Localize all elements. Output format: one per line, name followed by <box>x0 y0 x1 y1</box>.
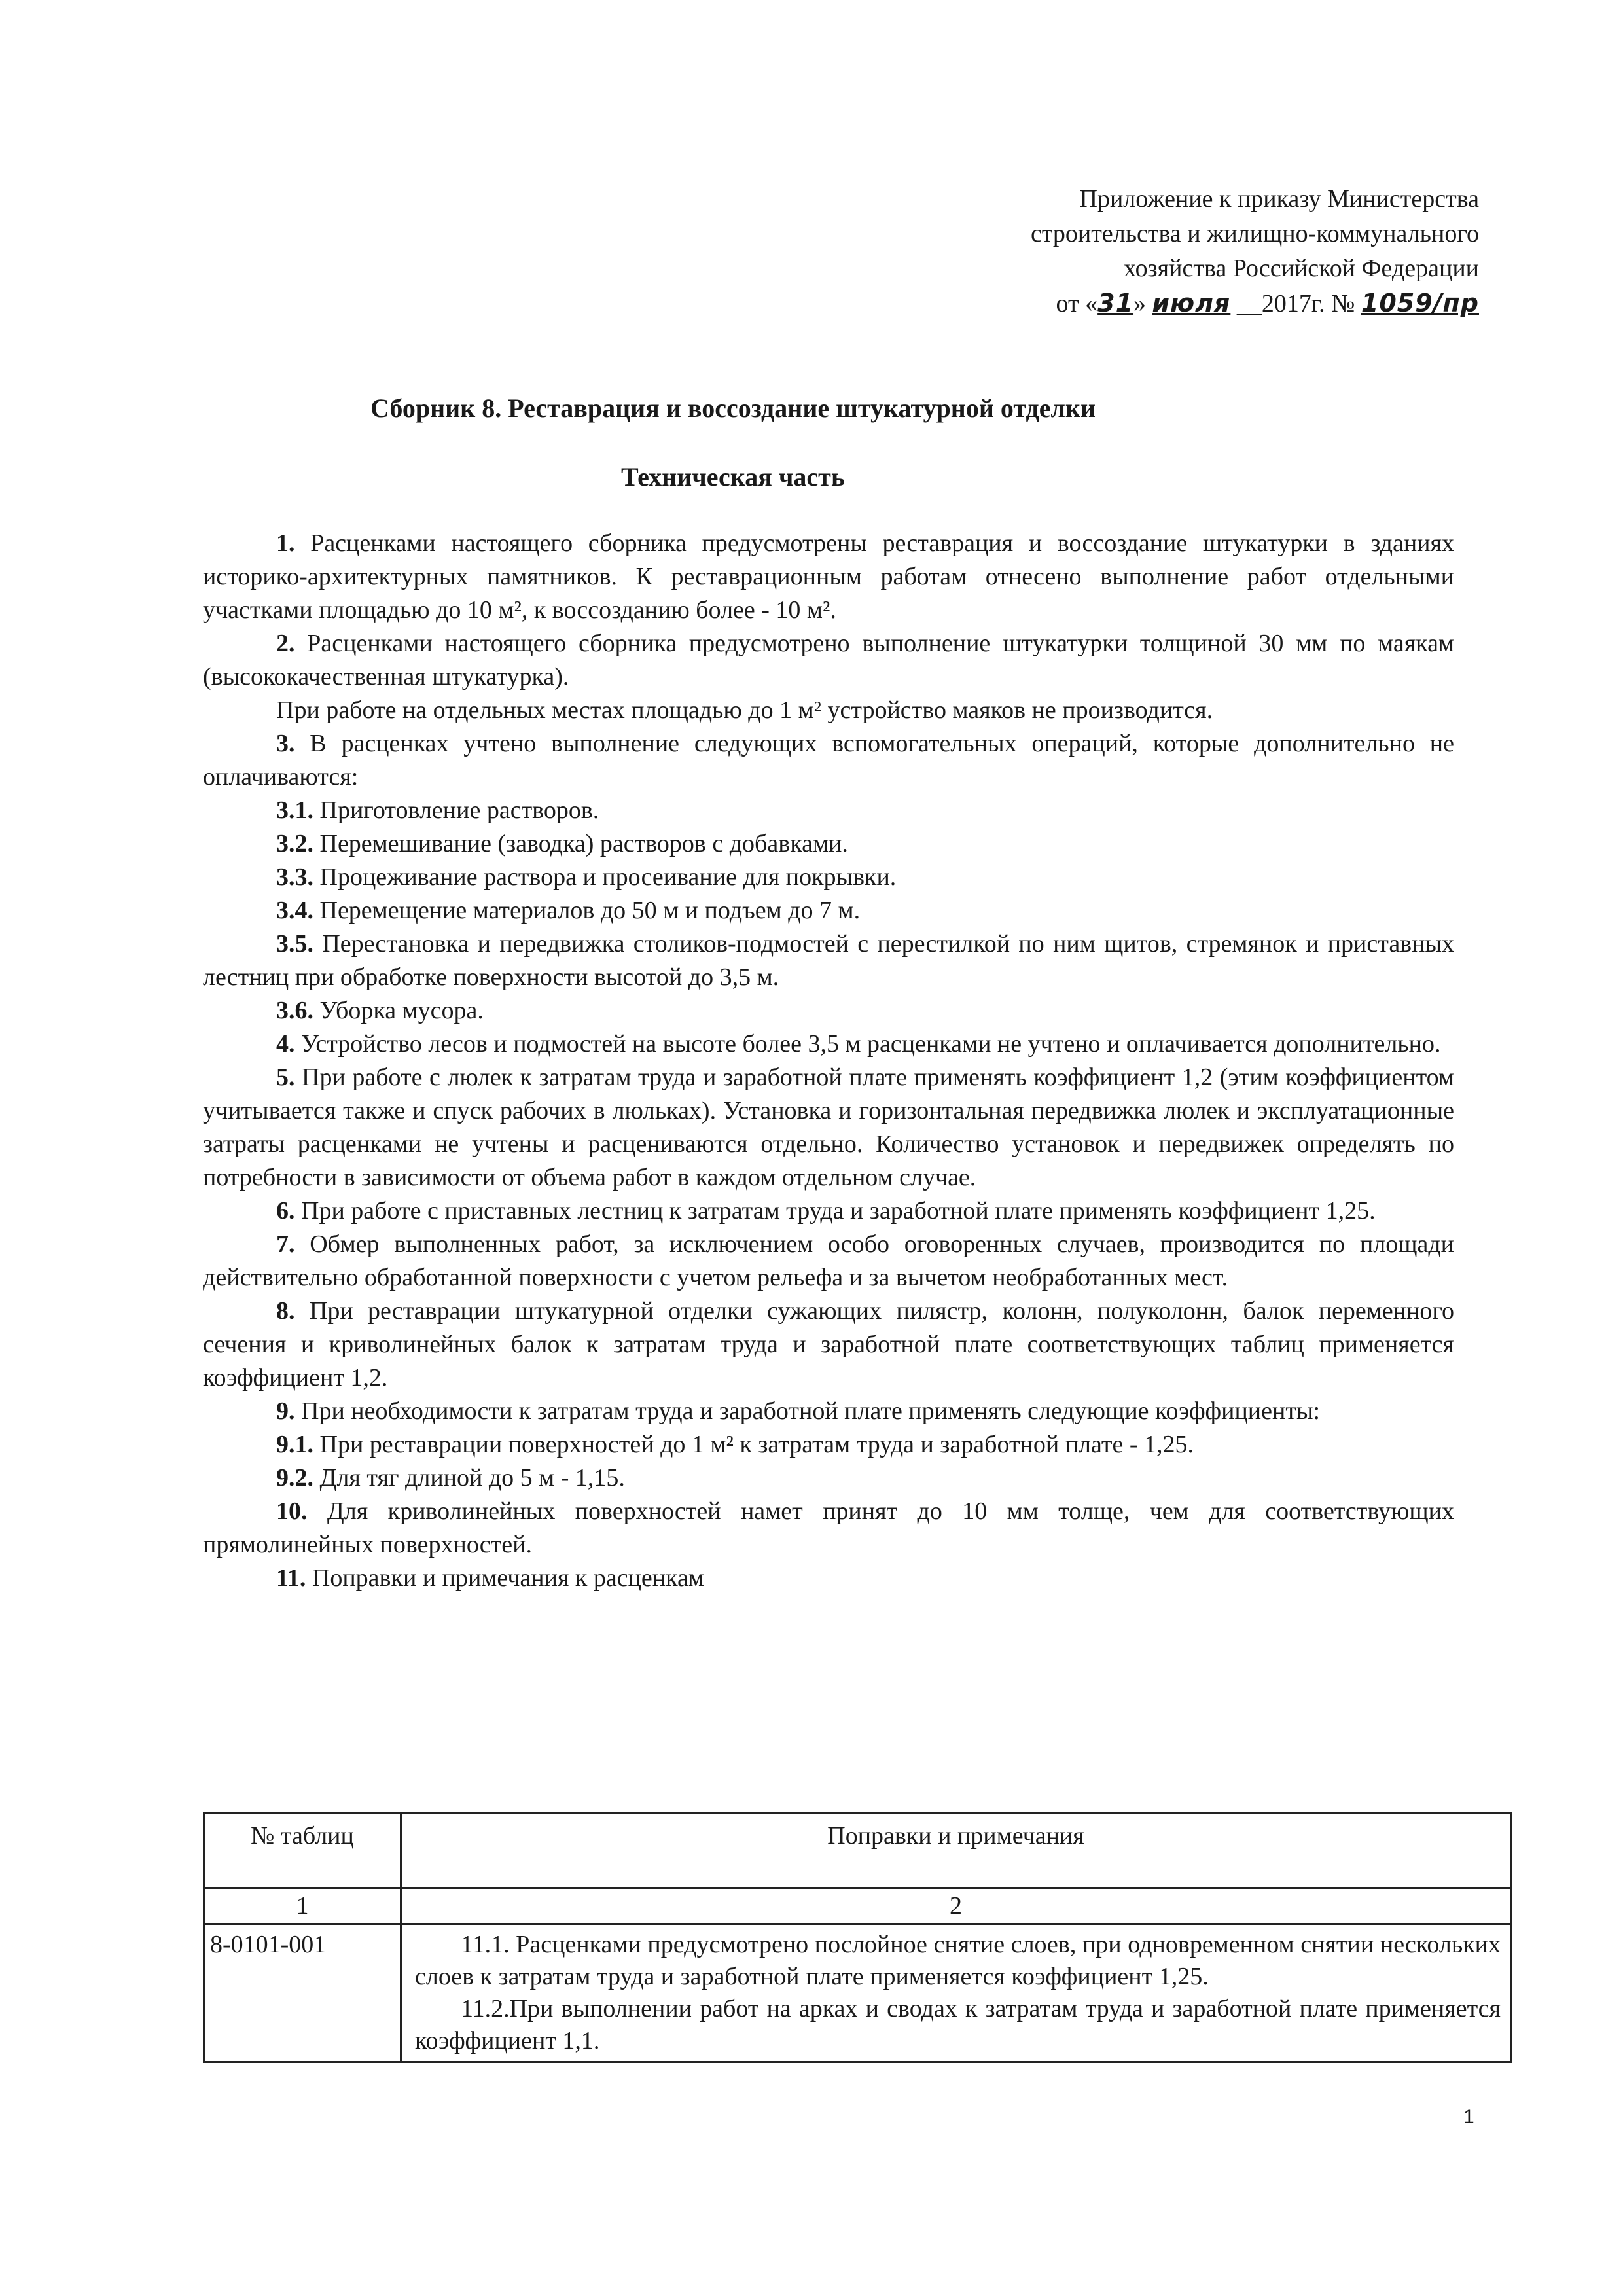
paragraph-9-1: 9.1. При реставрации поверхностей до 1 м² к затратам труда и заработной плате - 1,25. <box>276 1431 1194 1458</box>
paragraph-3-2: 3.2. Перемешивание (заводка) растворов с добавками. <box>276 830 848 857</box>
paragraph-3: 3. В расценках учтено выполнение следующих вспомогательных операций, которые дополнительно не оплачиваются: <box>203 730 1454 791</box>
order-day: 31 <box>1097 289 1134 317</box>
table-code-cell: 8-0101-001 <box>204 1924 401 2062</box>
table-col1-header: № таблиц <box>204 1813 401 1888</box>
header-line-2: строительства и жилищно-коммунального <box>1030 220 1479 247</box>
paragraph-5: 5. При работе с люлек к затратам труда и заработной плате применять коэффициент 1,2 (этим коэффициентом учитывается также и спуск рабочих в люльках). Установка и горизонтальная передвижка люлек и эксплуатационные затраты расценками не учтены и расцениваются отдельно. Количество установок и передвижек определять по потребности в зависимости от объема работ в каждом отдельном случае. <box>203 1064 1454 1191</box>
paragraph-9-2: 9.2. Для тяг длиной до 5 м - 1,15. <box>276 1464 625 1492</box>
table-notes-cell <box>401 1924 1511 2062</box>
paragraph-2: 2. Расценками настоящего сборника предусмотрено выполнение штукатурки толщиной 30 мм по маякам (высококачественная штукатурка). <box>203 630 1454 691</box>
paragraph-4: 4. Устройство лесов и подмостей на высоте более 3,5 м расценками не учтено и оплачивается дополнительно. <box>276 1030 1441 1058</box>
paragraph-3-1: 3.1. Приготовление растворов. <box>276 797 599 824</box>
table-col2-number: 2 <box>401 1888 1511 1924</box>
table-note-11-1: 11.1. Расценками предусмотрено послойное снятие слоев, при одновременном снятии нескольких слоев к затратам труда и заработной плате применяется коэффициент 1,25. <box>415 1931 1501 1990</box>
paragraph-3-4: 3.4. Перемещение материалов до 50 м и подъем до 7 м. <box>276 897 861 924</box>
header-line-1: Приложение к приказу Министерства <box>1079 185 1479 213</box>
table-col2-header: Поправки и примечания <box>401 1813 1511 1888</box>
table-row <box>204 1924 1511 2062</box>
table-header-row <box>204 1813 1511 1888</box>
table-note-11-2: 11.2.При выполнении работ на арках и сводах к затратам труда и заработной плате применяется коэффициент 1,1. <box>415 1995 1501 2054</box>
technical-part-heading: Техническая часть <box>621 462 845 492</box>
paragraph-10: 10. Для криволинейных поверхностей намет принят до 10 мм толще, чем для соответствующих прямолинейных поверхностей. <box>203 1498 1454 1558</box>
paragraph-3-5: 3.5. Перестановка и передвижка столиков-подмостей с перестилкой по ним щитов, стремянок и приставных лестниц при обработке поверхности высотой до 3,5 м. <box>203 930 1454 991</box>
order-date-line <box>851 286 1479 321</box>
table-col1-number: 1 <box>204 1888 401 1924</box>
paragraph-3-3: 3.3. Процеживание раствора и просеивание для покрывки. <box>276 863 897 891</box>
technical-part-body <box>203 527 1454 1595</box>
paragraph-2-note: При работе на отдельных местах площадью до 1 м² устройство маяков не производится. <box>276 696 1213 724</box>
paragraph-1: 1. Расценками настоящего сборника предусмотрены реставрация и воссоздание штукатурки в зданиях историко-архитектурных памятников. К реставрационным работам отнесено выполнение работ отдельными участками площадью до 10 м², к воссозданию более - 10 м². <box>203 529 1454 624</box>
header-line-3: хозяйства Российской Федерации <box>1124 255 1479 282</box>
order-month: июля <box>1152 289 1231 317</box>
paragraph-9: 9. При необходимости к затратам труда и заработной плате применять следующие коэффициенты: <box>276 1397 1321 1425</box>
paragraph-7: 7. Обмер выполненных работ, за исключением особо оговоренных случаев, производится по площади действительно обработанной поверхности с учетом рельефа и за вычетом необработанных мест. <box>203 1230 1454 1291</box>
paragraph-8: 8. При реставрации штукатурной отделки сужающих пилястр, колонн, полуколонн, балок переменного сечения и криволинейных балок к затратам труда и заработной плате соответствующих таблиц применяется коэффициент 1,2. <box>203 1297 1454 1391</box>
order-appendix-header <box>851 182 1479 321</box>
order-number: 1059/пр <box>1361 289 1479 317</box>
order-year: __2017г. № <box>1230 290 1361 317</box>
table-numbering-row <box>204 1888 1511 1924</box>
paragraph-6: 6. При работе с приставных лестниц к затратам труда и заработной плате применять коэффициент 1,25. <box>276 1197 1376 1225</box>
order-prefix: от « <box>1056 290 1098 317</box>
paragraph-3-6: 3.6. Уборка мусора. <box>276 997 484 1024</box>
order-mid: » <box>1133 290 1152 317</box>
paragraph-11: 11. Поправки и примечания к расценкам <box>276 1564 704 1592</box>
page-number: 1 <box>1463 2106 1474 2128</box>
collection-title: Сборник 8. Реставрация и воссоздание штукатурной отделки <box>370 393 1096 423</box>
corrections-table <box>203 1812 1512 2063</box>
